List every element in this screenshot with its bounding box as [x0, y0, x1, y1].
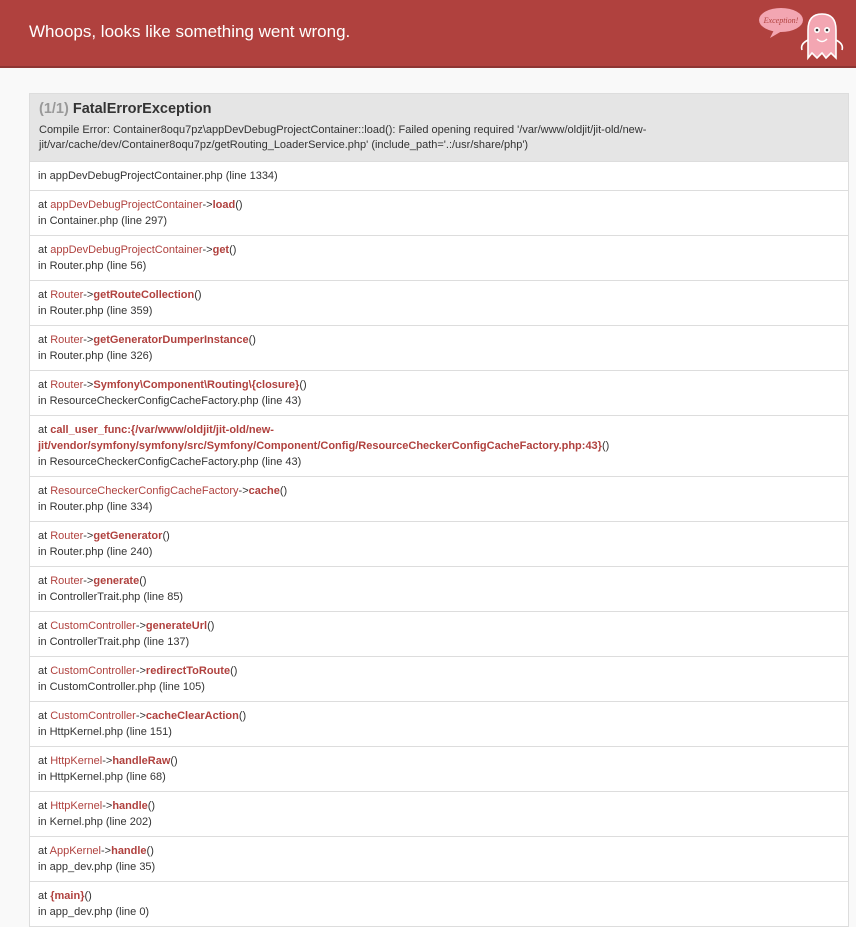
- trace-class-link[interactable]: CustomController: [50, 710, 136, 722]
- trace-class-link[interactable]: appDevDebugProjectContainer: [50, 244, 203, 256]
- trace-call: [38, 888, 839, 904]
- trace-row: [30, 191, 848, 236]
- exception-count: (1/1): [39, 101, 69, 117]
- trace-class-link[interactable]: CustomController: [50, 620, 136, 632]
- trace-call: [38, 798, 839, 814]
- trace-arrow: ->: [238, 485, 249, 497]
- trace-function-name-cont: jit/vendor/symfony/symfony/src/Symfony/Component/Config/ResourceCheckerConfigCacheFactory.php:43}: [38, 440, 602, 452]
- trace-parens: (): [194, 289, 202, 301]
- trace-call: [38, 242, 839, 258]
- trace-parens: (): [238, 710, 247, 722]
- trace-function-name: getGeneratorDumperInstance: [93, 334, 249, 346]
- trace-at-label: at: [38, 665, 51, 677]
- trace-function-name: handle: [112, 800, 148, 812]
- trace-row: [30, 657, 848, 702]
- trace-arrow: ->: [202, 244, 213, 256]
- trace-file: in HttpKernel.php (line 68): [38, 771, 166, 783]
- trace-parens: (): [146, 845, 154, 857]
- trace-function-name: load: [212, 199, 236, 211]
- trace-row: [30, 612, 848, 657]
- trace-arrow: ->: [83, 289, 94, 301]
- trace-function-name: call_user_func:{/var/www/oldjit/jit-old/new-: [50, 424, 274, 436]
- exception-title: [39, 101, 839, 117]
- trace-file: in app_dev.php (line 0): [38, 906, 150, 918]
- trace-row: [30, 567, 848, 612]
- trace-row: [30, 416, 848, 477]
- trace-arrow: ->: [135, 665, 146, 677]
- trace-parens: (): [162, 530, 170, 542]
- trace-class-link[interactable]: Router: [50, 334, 84, 346]
- trace-class-link[interactable]: Router: [50, 530, 84, 542]
- trace-parens: (): [235, 199, 243, 211]
- trace-function-name: redirectToRoute: [145, 665, 231, 677]
- trace-arrow: ->: [83, 334, 94, 346]
- trace-parens: (): [170, 755, 178, 767]
- trace-at-label: at: [38, 289, 51, 301]
- exception-panel: [29, 93, 849, 927]
- trace-at-label: at: [38, 530, 51, 542]
- trace-file: in Router.php (line 240): [38, 546, 153, 558]
- trace-at-label: at: [38, 485, 51, 497]
- trace-arrow: ->: [101, 845, 112, 857]
- trace-function-name: generate: [93, 575, 140, 587]
- trace-at-label: at: [38, 800, 51, 812]
- trace-function-name: generateUrl: [145, 620, 208, 632]
- trace-row: [30, 371, 848, 416]
- trace-parens: (): [230, 665, 238, 677]
- exception-name: FatalErrorException: [72, 101, 212, 117]
- trace-parens: (): [299, 379, 307, 391]
- trace-file: in Router.php (line 334): [38, 501, 153, 513]
- exception-badge-text: Exception!: [763, 16, 799, 25]
- trace-file: in Kernel.php (line 202): [38, 816, 152, 828]
- trace-row: [30, 747, 848, 792]
- exception-message: Compile Error: Container8oqu7pz\appDevDebugProjectContainer::load(): Failed opening required '/var/www/oldjit/jit-old/new- jit/var/cache/dev/Container8oqu7pz/getRouting_LoaderService.php' (include_path='.:/usr/share/php'): [39, 124, 647, 151]
- trace-file: in Router.php (line 56): [38, 260, 147, 272]
- trace-file: in Router.php (line 326): [38, 350, 153, 362]
- trace-class-link[interactable]: appDevDebugProjectContainer: [50, 199, 203, 211]
- trace-arrow: ->: [102, 800, 113, 812]
- trace-parens: (): [147, 800, 156, 812]
- trace-arrow: ->: [83, 379, 94, 391]
- trace-file: in Router.php (line 359): [38, 305, 153, 317]
- trace-at-label: at: [38, 575, 51, 587]
- trace-call: [38, 573, 839, 589]
- trace-call: [38, 528, 839, 544]
- trace-function-name: Symfony\Component\Routing\{closure}: [93, 379, 300, 391]
- trace-class-link[interactable]: CustomController: [50, 665, 136, 677]
- trace-parens: (): [207, 620, 215, 632]
- trace-file: in ResourceCheckerConfigCacheFactory.php (line 43): [38, 395, 302, 407]
- trace-file: in CustomController.php (line 105): [38, 681, 205, 693]
- trace-call: [38, 287, 839, 303]
- trace-arrow: ->: [202, 199, 213, 211]
- trace-parens: (): [279, 485, 288, 497]
- trace-function-name: handleRaw: [112, 755, 171, 767]
- stack-trace-list: [30, 191, 848, 926]
- trace-function-name: cache: [248, 485, 280, 497]
- trace-arrow: ->: [102, 755, 113, 767]
- trace-call: [38, 377, 839, 393]
- exception-header: [30, 94, 848, 162]
- trace-file: in app_dev.php (line 35): [38, 861, 156, 873]
- trace-at-label: at: [38, 755, 51, 767]
- trace-at-label: at: [38, 424, 51, 436]
- trace-at-label: at: [38, 845, 50, 857]
- trace-at-label: at: [38, 890, 51, 902]
- trace-at-label: at: [38, 199, 51, 211]
- trace-class-link[interactable]: AppKernel: [49, 845, 101, 857]
- trace-row: [30, 792, 848, 837]
- trace-file: in ControllerTrait.php (line 137): [38, 636, 190, 648]
- error-title: Whoops, looks like something went wrong.: [29, 22, 351, 41]
- trace-parens: (): [601, 440, 610, 452]
- trace-row: [30, 522, 848, 567]
- trace-at-label: at: [38, 244, 51, 256]
- trace-file: in ResourceCheckerConfigCacheFactory.php (line 43): [38, 456, 302, 468]
- trace-class-link[interactable]: Router: [50, 575, 84, 587]
- trace-at-label: at: [38, 334, 51, 346]
- trace-arrow: ->: [135, 620, 146, 632]
- trace-file: in Container.php (line 297): [38, 215, 168, 227]
- trace-call: [38, 422, 839, 454]
- trace-file: in HttpKernel.php (line 151): [38, 726, 172, 738]
- trace-row: [30, 281, 848, 326]
- trace-at-label: at: [38, 710, 51, 722]
- trace-arrow: ->: [83, 530, 94, 542]
- trace-file: in appDevDebugProjectContainer.php (line 1334): [38, 170, 278, 182]
- trace-call: [38, 483, 839, 499]
- error-header-bar: [0, 0, 856, 68]
- trace-parens: (): [139, 575, 147, 587]
- trace-row: [30, 236, 848, 281]
- trace-class-link[interactable]: HttpKernel: [50, 800, 103, 812]
- trace-row: [30, 837, 848, 882]
- trace-arrow: ->: [135, 710, 146, 722]
- trace-call: [38, 332, 839, 348]
- trace-row: [30, 477, 848, 522]
- trace-function-name: {main}: [50, 890, 85, 902]
- trace-call: [38, 663, 839, 679]
- exception-ghost-logo-icon: [756, 6, 848, 62]
- trace-row: [30, 702, 848, 747]
- trace-call: [38, 843, 839, 859]
- trace-row: [30, 882, 848, 926]
- trace-at-label: at: [38, 379, 51, 391]
- trace-parens: (): [229, 244, 237, 256]
- trace-row: [30, 326, 848, 371]
- trace-class-link[interactable]: Router: [50, 379, 84, 391]
- trace-class-link[interactable]: ResourceCheckerConfigCacheFactory: [50, 485, 239, 497]
- trace-parens: (): [84, 890, 92, 902]
- trace-file: in ControllerTrait.php (line 85): [38, 591, 184, 603]
- trace-origin-row: [30, 162, 848, 191]
- trace-function-name: cacheClearAction: [145, 710, 239, 722]
- trace-at-label: at: [38, 620, 51, 632]
- trace-arrow: ->: [83, 575, 94, 587]
- trace-function-name: getRouteCollection: [93, 289, 195, 301]
- trace-call: [38, 618, 839, 634]
- trace-class-link[interactable]: Router: [50, 289, 84, 301]
- trace-function-name: getGenerator: [93, 530, 163, 542]
- trace-function-name: handle: [111, 845, 147, 857]
- trace-function-name: get: [212, 244, 230, 256]
- trace-parens: (): [248, 334, 256, 346]
- trace-call: [38, 753, 839, 769]
- trace-class-link[interactable]: HttpKernel: [50, 755, 103, 767]
- trace-call: [38, 708, 839, 724]
- trace-call: [38, 197, 839, 213]
